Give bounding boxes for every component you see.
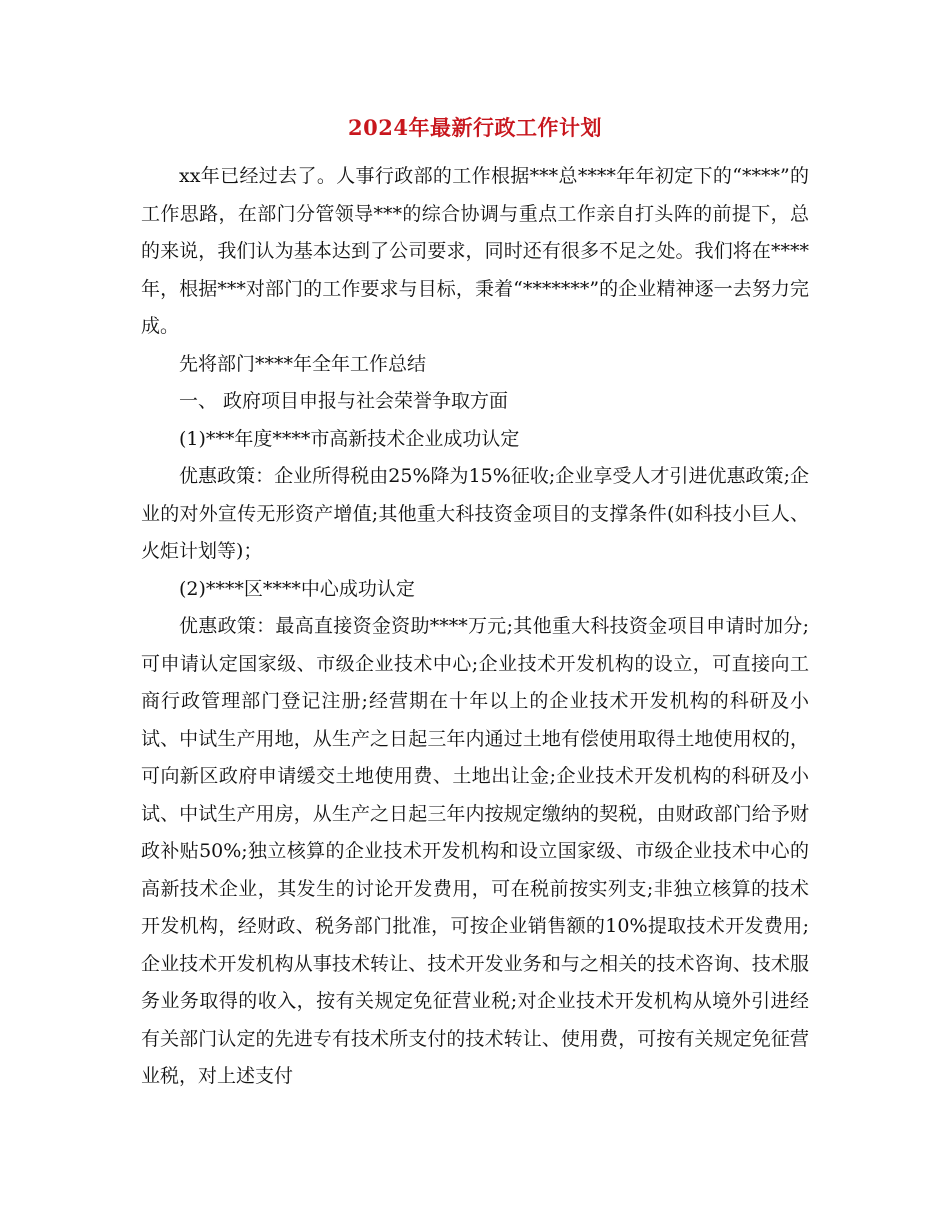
document-body: [141, 158, 809, 1096]
paragraph-intro: xx年已经过去了。人事行政部的工作根据***总****年年初定下的“****”的工作思路，在部门分管领导***的综合协调与重点工作亲自打头阵的前提下，总的来说，我们认为基本达到了公司要求，同时还有很多不足之处。我们将在****年，根据***对部门的工作要求与目标，秉着“*******”的企业精神逐一去努力完成。: [141, 165, 809, 337]
paragraph-summary-heading: 先将部门****年全年工作总结: [179, 352, 427, 375]
item-heading-1: (1)***年度****市高新技术企业成功认定: [179, 427, 520, 450]
section-heading-1: 一、 政府项目申报与社会荣誉争取方面: [179, 390, 509, 412]
paragraph-policy-1: 优惠政策：企业所得税由25%降为15%征收;企业享受人才引进优惠政策;企业的对外宣传无形资产增值;其他重大科技资金项目的支撑条件(如科技小巨人、火炬计划等)；: [141, 465, 809, 562]
item-heading-2: (2)****区****中心成功认定: [179, 577, 415, 600]
document-title: 2024年最新行政工作计划: [348, 115, 602, 140]
paragraph-policy-2: 优惠政策：最高直接资金资助****万元;其他重大科技资金项目申请时加分;可申请认定国家级、市级企业技术中心;企业技术开发机构的设立，可直接向工商行政管理部门登记注册;经营期在十年以上的企业技术开发机构的科研及小试、中试生产用地，从生产之日起三年内通过土地有偿使用取得土地使用权的，可向新区政府申请缓交土地使用费、土地出让金;企业技术开发机构的科研及小试、中试生产用房，从生产之日起三年内按规定缴纳的契税，由财政部门给予财政补贴50%;独立核算的企业技术开发机构和设立国家级、市级企业技术中心的高新技术企业，其发生的讨论开发费用，可在税前按实列支;非独立核算的技术开发机构，经财政、税务部门批准，可按企业销售额的10%提取技术开发费用;企业技术开发机构从事技术转让、技术开发业务和与之相关的技术咨询、技术服务业务取得的收入，按有关规定免征营业税;对企业技术开发机构从境外引进经有关部门认定的先进专有技术所支付的技术转让、使用费，可按有关规定免征营业税，对上述支付: [141, 615, 809, 1087]
